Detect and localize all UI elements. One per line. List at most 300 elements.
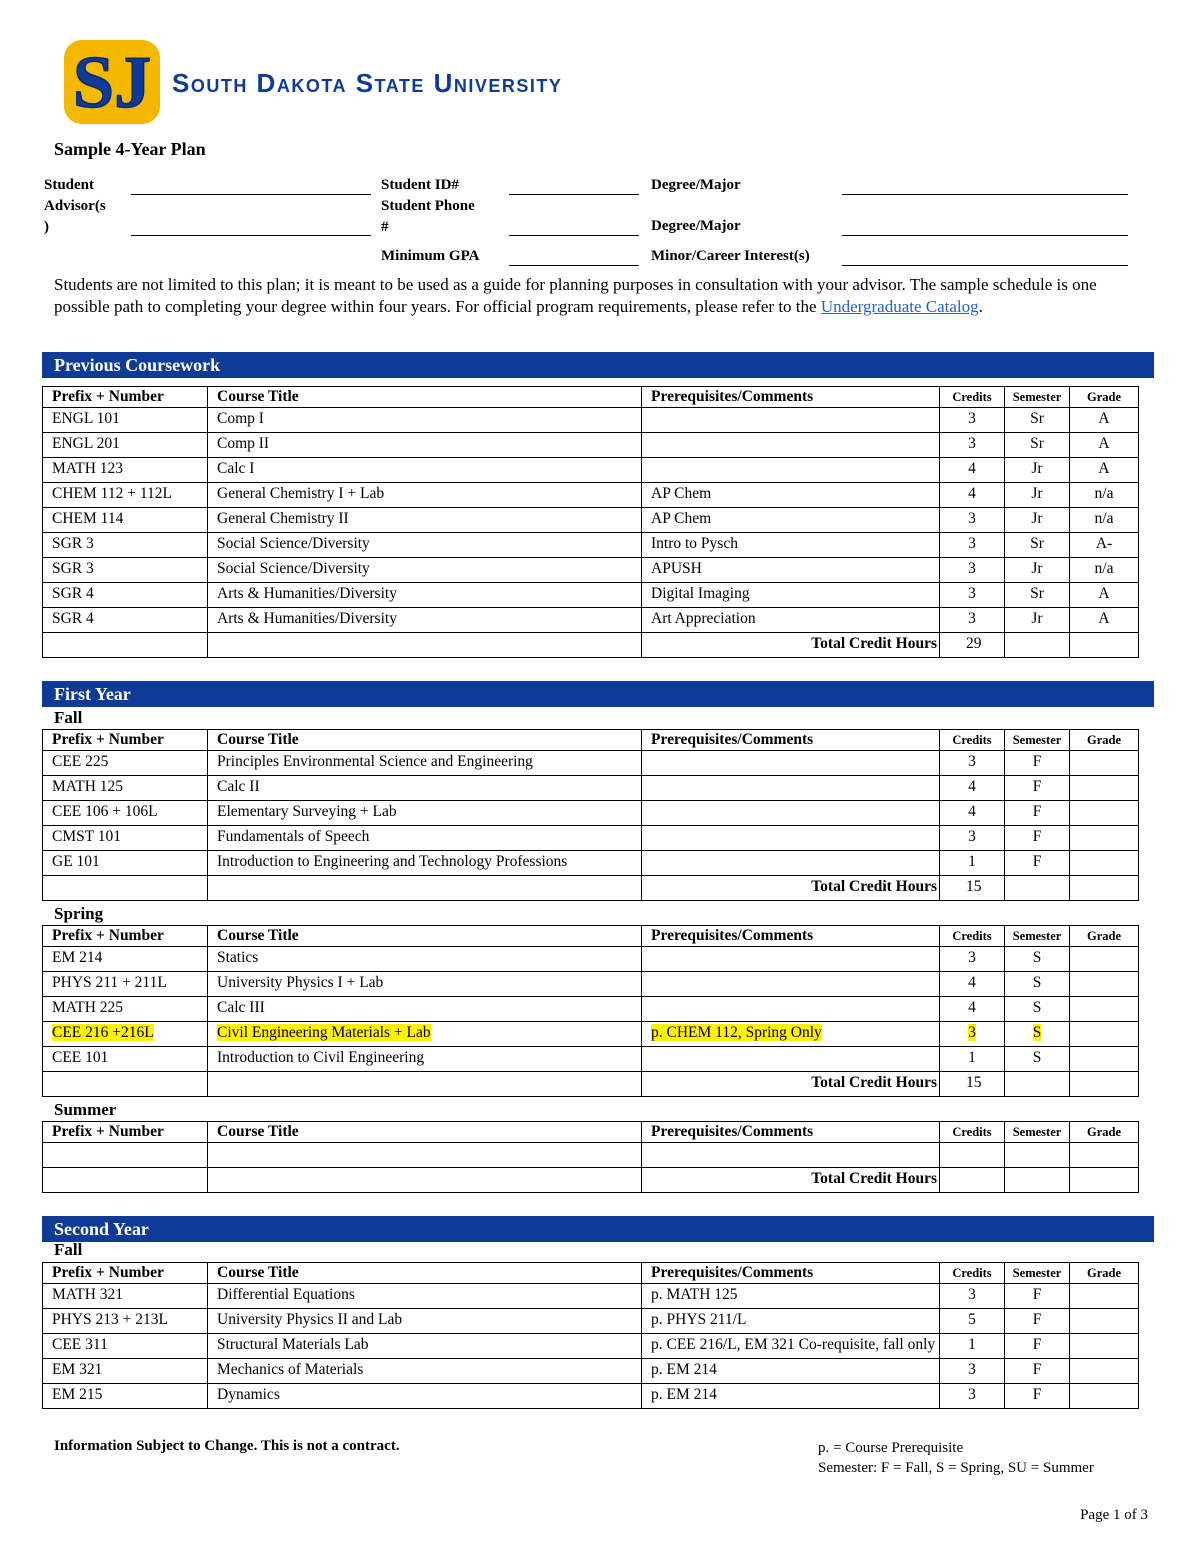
course-grade-text: A <box>1098 585 1110 602</box>
course-credits-text: 3 <box>968 1286 976 1303</box>
table-row <box>43 533 1139 558</box>
student-id-field[interactable] <box>509 194 639 195</box>
col-title-header: Course Title <box>208 1263 642 1284</box>
course-prereq <box>642 1359 940 1384</box>
table-row <box>43 433 1139 458</box>
total-empty-cell <box>43 633 208 658</box>
col-grade-header: Grade <box>1070 1122 1139 1143</box>
course-prereq <box>642 751 940 776</box>
course-credits-text: 3 <box>968 435 976 452</box>
col-title-header: Course Title <box>208 387 642 408</box>
course-semester-text: Jr <box>1031 610 1043 627</box>
course-grade <box>1070 1309 1139 1334</box>
disclaimer-note: Information Subject to Change. This is not a contract. <box>54 1438 400 1454</box>
total-row <box>43 633 1139 658</box>
course-prefix <box>43 583 208 608</box>
course-prefix-text: CHEM 114 <box>52 510 124 527</box>
first-year-fall-label: Fall <box>54 708 83 727</box>
course-grade-text: A <box>1098 410 1110 427</box>
course-prefix-text: CEE 225 <box>52 753 109 770</box>
course-prereq <box>642 851 940 876</box>
course-semester-text: F <box>1032 1361 1042 1378</box>
table-row <box>43 1022 1139 1047</box>
blank-cell <box>642 1143 940 1168</box>
course-semester <box>1005 508 1070 533</box>
course-prefix-text: CEE 216 +216L <box>52 1024 154 1041</box>
course-semester <box>1005 408 1070 433</box>
advisor-field[interactable] <box>131 235 371 236</box>
logo-letters: SJ <box>72 42 152 124</box>
table-row <box>43 508 1139 533</box>
course-prefix-text: CEE 101 <box>52 1049 109 1066</box>
minimum-gpa-label: Minimum GPA <box>381 248 480 264</box>
course-semester-text: S <box>1032 1024 1042 1041</box>
course-credits-text: 4 <box>968 974 976 991</box>
course-grade <box>1070 458 1139 483</box>
total-empty-cell <box>1005 1072 1070 1097</box>
course-credits-text: 3 <box>968 535 976 552</box>
course-prefix-text: CEE 106 + 106L <box>52 803 158 820</box>
course-grade <box>1070 776 1139 801</box>
blank-cell <box>1005 1143 1070 1168</box>
course-grade <box>1070 558 1139 583</box>
table-row <box>43 801 1139 826</box>
course-title <box>208 1309 642 1334</box>
course-title-text: Civil Engineering Materials + Lab <box>217 1024 431 1041</box>
blank-row <box>43 1143 1139 1168</box>
course-title <box>208 483 642 508</box>
course-prefix-text: MATH 123 <box>52 460 124 477</box>
course-credits-text: 5 <box>968 1311 976 1328</box>
student-id-label: Student ID# <box>381 177 459 193</box>
course-semester-text: Jr <box>1031 560 1043 577</box>
course-grade-text: n/a <box>1094 560 1114 577</box>
course-semester-text: S <box>1032 974 1042 991</box>
course-credits-text: 4 <box>968 460 976 477</box>
table-row <box>43 558 1139 583</box>
table-row <box>43 458 1139 483</box>
course-grade-text: n/a <box>1094 510 1114 527</box>
course-semester <box>1005 776 1070 801</box>
course-credits <box>940 1022 1005 1047</box>
table-row <box>43 583 1139 608</box>
course-semester <box>1005 458 1070 483</box>
course-grade <box>1070 1359 1139 1384</box>
minimum-gpa-field[interactable] <box>509 265 639 266</box>
course-semester-text: Sr <box>1030 435 1044 452</box>
course-prereq <box>642 508 940 533</box>
course-prefix <box>43 408 208 433</box>
col-prereq-header: Prerequisites/Comments <box>642 730 940 751</box>
course-prereq-text: p. CEE 216/L, EM 321 Co-requisite, fall only <box>651 1336 936 1353</box>
course-prefix-text: MATH 225 <box>52 999 124 1016</box>
total-value: 15 <box>940 1072 1005 1097</box>
total-row <box>43 1168 1139 1193</box>
undergraduate-catalog-link[interactable]: Undergraduate Catalog <box>820 297 979 316</box>
course-prefix-text: MATH 321 <box>52 1286 124 1303</box>
course-title-text: University Physics I + Lab <box>217 974 384 991</box>
course-semester <box>1005 1022 1070 1047</box>
table-row <box>43 826 1139 851</box>
course-title <box>208 826 642 851</box>
course-semester <box>1005 608 1070 633</box>
course-grade-text: A- <box>1095 535 1113 552</box>
blank-cell <box>43 1143 208 1168</box>
course-semester-text: F <box>1032 803 1042 820</box>
student-phone-field[interactable] <box>509 235 639 236</box>
course-prereq-text: AP Chem <box>651 485 712 502</box>
course-prefix-text: SGR 3 <box>52 535 94 552</box>
course-semester <box>1005 972 1070 997</box>
course-prefix <box>43 947 208 972</box>
course-credits <box>940 583 1005 608</box>
course-prefix-text: EM 215 <box>52 1386 103 1403</box>
col-title-header: Course Title <box>208 926 642 947</box>
total-label: Total Credit Hours <box>642 876 940 901</box>
course-credits-text: 3 <box>968 510 976 527</box>
course-prereq-text: Digital Imaging <box>651 585 750 602</box>
course-credits-text: 3 <box>968 560 976 577</box>
course-prefix <box>43 751 208 776</box>
course-grade <box>1070 1047 1139 1072</box>
course-grade <box>1070 1334 1139 1359</box>
page-number: Page 1 of 3 <box>1080 1507 1148 1523</box>
course-title <box>208 776 642 801</box>
course-prefix-text: PHYS 213 + 213L <box>52 1311 168 1328</box>
course-credits-text: 1 <box>968 1049 976 1066</box>
course-credits <box>940 558 1005 583</box>
table-row <box>43 1309 1139 1334</box>
col-grade-header: Grade <box>1070 387 1139 408</box>
col-prereq-header: Prerequisites/Comments <box>642 1263 940 1284</box>
col-grade-header: Grade <box>1070 926 1139 947</box>
course-prefix <box>43 483 208 508</box>
table-row <box>43 947 1139 972</box>
course-prereq-text: p. EM 214 <box>651 1361 717 1378</box>
total-empty-cell <box>1070 633 1139 658</box>
course-credits <box>940 1359 1005 1384</box>
course-credits <box>940 826 1005 851</box>
advisor-label: Advisor(s <box>44 198 106 214</box>
course-title <box>208 972 642 997</box>
course-prefix <box>43 458 208 483</box>
course-semester <box>1005 533 1070 558</box>
course-semester-text: F <box>1032 753 1042 770</box>
course-prefix-text: CHEM 112 + 112L <box>52 485 172 502</box>
table-row <box>43 1384 1139 1409</box>
course-grade-text: n/a <box>1094 485 1114 502</box>
course-grade <box>1070 751 1139 776</box>
intro-paragraph <box>54 274 1144 318</box>
col-prefix-header: Prefix + Number <box>43 1263 208 1284</box>
course-grade <box>1070 1284 1139 1309</box>
course-grade <box>1070 508 1139 533</box>
total-value <box>940 1168 1005 1193</box>
course-title-text: Arts & Humanities/Diversity <box>217 610 397 627</box>
col-semester-header: Semester <box>1005 387 1070 408</box>
course-semester-text: Sr <box>1030 535 1044 552</box>
table-row <box>43 1359 1139 1384</box>
advisor-label-cont: ) <box>44 219 49 235</box>
course-credits <box>940 1334 1005 1359</box>
course-prereq <box>642 1384 940 1409</box>
table-row <box>43 483 1139 508</box>
course-grade <box>1070 533 1139 558</box>
course-prefix <box>43 776 208 801</box>
total-label: Total Credit Hours <box>642 633 940 658</box>
course-credits <box>940 483 1005 508</box>
blank-cell <box>208 1143 642 1168</box>
col-semester-header: Semester <box>1005 1263 1070 1284</box>
total-empty-cell <box>208 1072 642 1097</box>
course-prereq <box>642 533 940 558</box>
course-credits-text: 3 <box>968 1386 976 1403</box>
course-title <box>208 458 642 483</box>
course-semester-text: F <box>1032 1336 1042 1353</box>
course-prefix-text: SGR 4 <box>52 610 94 627</box>
course-credits <box>940 972 1005 997</box>
course-title-text: Structural Materials Lab <box>217 1336 369 1353</box>
course-grade <box>1070 1022 1139 1047</box>
course-title <box>208 1022 642 1047</box>
course-prefix-text: SGR 4 <box>52 585 94 602</box>
legend-semester: Semester: F = Fall, S = Spring, SU = Summer <box>818 1460 1094 1476</box>
col-title-header: Course Title <box>208 1122 642 1143</box>
total-empty-cell <box>1005 1168 1070 1193</box>
header-row <box>43 1122 1139 1143</box>
course-title-text: General Chemistry I + Lab <box>217 485 385 502</box>
header-row <box>43 1263 1139 1284</box>
course-credits <box>940 1309 1005 1334</box>
course-prefix <box>43 1047 208 1072</box>
course-prefix-text: MATH 125 <box>52 778 124 795</box>
course-title <box>208 851 642 876</box>
degree-major-field[interactable] <box>842 194 1128 195</box>
course-semester-text: F <box>1032 853 1042 870</box>
course-title <box>208 1047 642 1072</box>
course-semester <box>1005 851 1070 876</box>
total-value: 15 <box>940 876 1005 901</box>
table-row <box>43 751 1139 776</box>
course-title-text: Comp II <box>217 435 270 452</box>
col-credits-header: Credits <box>940 926 1005 947</box>
student-label: Student <box>44 177 95 193</box>
course-semester-text: F <box>1032 828 1042 845</box>
degree-major-2-field[interactable] <box>842 235 1128 236</box>
course-prereq-text: p. PHYS 211/L <box>651 1311 747 1328</box>
course-prereq <box>642 1284 940 1309</box>
course-grade <box>1070 433 1139 458</box>
course-prefix <box>43 558 208 583</box>
first-year-heading: First Year <box>42 681 1154 707</box>
total-row <box>43 876 1139 901</box>
course-prefix <box>43 801 208 826</box>
course-title-text: Principles Environmental Science and Engineering <box>217 753 533 770</box>
course-title-text: Dynamics <box>217 1386 280 1403</box>
course-credits <box>940 533 1005 558</box>
course-credits-text: 3 <box>968 610 976 627</box>
course-title-text: Statics <box>217 949 259 966</box>
course-title-text: Mechanics of Materials <box>217 1361 364 1378</box>
course-grade <box>1070 1384 1139 1409</box>
col-grade-header: Grade <box>1070 1263 1139 1284</box>
course-title <box>208 751 642 776</box>
total-value: 29 <box>940 633 1005 658</box>
course-credits-text: 3 <box>968 1024 976 1041</box>
course-prefix <box>43 433 208 458</box>
course-semester-text: F <box>1032 778 1042 795</box>
course-grade <box>1070 583 1139 608</box>
total-empty-cell <box>1070 1168 1139 1193</box>
student-phone-label-cont: # <box>381 219 389 235</box>
total-empty-cell <box>1005 876 1070 901</box>
total-label: Total Credit Hours <box>642 1168 940 1193</box>
course-credits-text: 3 <box>968 1361 976 1378</box>
course-semester <box>1005 558 1070 583</box>
course-grade-text: A <box>1098 610 1110 627</box>
first-year-summer-table <box>42 1121 1139 1193</box>
course-title-text: Arts & Humanities/Diversity <box>217 585 397 602</box>
col-credits-header: Credits <box>940 1122 1005 1143</box>
course-credits-text: 3 <box>968 410 976 427</box>
course-prefix-text: CMST 101 <box>52 828 122 845</box>
course-title-text: Introduction to Civil Engineering <box>217 1049 425 1066</box>
course-semester-text: F <box>1032 1311 1042 1328</box>
course-grade <box>1070 851 1139 876</box>
course-credits <box>940 408 1005 433</box>
course-title <box>208 997 642 1022</box>
university-name: South Dakota State University <box>172 68 563 98</box>
course-semester-text: S <box>1032 1049 1042 1066</box>
first-year-spring-table <box>42 925 1139 1097</box>
degree-major-2-label: Degree/Major <box>651 218 741 234</box>
course-semester <box>1005 1309 1070 1334</box>
table-row <box>43 408 1139 433</box>
total-empty-cell <box>43 876 208 901</box>
course-grade <box>1070 608 1139 633</box>
course-semester <box>1005 1359 1070 1384</box>
course-title <box>208 1384 642 1409</box>
course-semester <box>1005 751 1070 776</box>
table-row <box>43 776 1139 801</box>
course-credits <box>940 947 1005 972</box>
course-prereq-text: p. CHEM 112, Spring Only <box>651 1024 822 1041</box>
course-semester <box>1005 1334 1070 1359</box>
course-prereq <box>642 1309 940 1334</box>
legend <box>818 1438 1094 1478</box>
table-row <box>43 851 1139 876</box>
course-prefix-text: PHYS 211 + 211L <box>52 974 167 991</box>
course-credits <box>940 1384 1005 1409</box>
course-credits <box>940 1047 1005 1072</box>
course-semester-text: F <box>1032 1286 1042 1303</box>
course-credits <box>940 458 1005 483</box>
course-credits <box>940 997 1005 1022</box>
course-semester <box>1005 583 1070 608</box>
course-prereq-text: p. EM 214 <box>651 1386 717 1403</box>
col-prereq-header: Prerequisites/Comments <box>642 1122 940 1143</box>
course-title <box>208 1334 642 1359</box>
course-semester-text: S <box>1032 999 1042 1016</box>
course-prereq <box>642 801 940 826</box>
course-title-text: Differential Equations <box>217 1286 355 1303</box>
course-credits-text: 3 <box>968 828 976 845</box>
course-credits-text: 4 <box>968 803 976 820</box>
col-credits-header: Credits <box>940 730 1005 751</box>
course-credits-text: 3 <box>968 585 976 602</box>
table-row <box>43 608 1139 633</box>
course-grade <box>1070 408 1139 433</box>
course-prefix <box>43 1334 208 1359</box>
course-credits-text: 3 <box>968 753 976 770</box>
course-prefix-text: SGR 3 <box>52 560 94 577</box>
course-title <box>208 508 642 533</box>
course-prereq-text: Intro to Pysch <box>651 535 738 552</box>
course-prefix <box>43 508 208 533</box>
course-prefix <box>43 1309 208 1334</box>
course-credits <box>940 508 1005 533</box>
course-title-text: University Physics II and Lab <box>217 1311 403 1328</box>
course-prereq <box>642 1334 940 1359</box>
minor-career-field[interactable] <box>842 265 1128 266</box>
course-prereq <box>642 583 940 608</box>
course-semester <box>1005 433 1070 458</box>
course-grade <box>1070 801 1139 826</box>
table-row <box>43 997 1139 1022</box>
course-grade <box>1070 947 1139 972</box>
course-credits-text: 4 <box>968 999 976 1016</box>
course-prereq <box>642 608 940 633</box>
course-title-text: Elementary Surveying + Lab <box>217 803 397 820</box>
course-prefix <box>43 608 208 633</box>
course-prefix-text: ENGL 201 <box>52 435 120 452</box>
course-semester <box>1005 1047 1070 1072</box>
course-prereq <box>642 458 940 483</box>
col-semester-header: Semester <box>1005 730 1070 751</box>
minor-career-label: Minor/Career Interest(s) <box>651 248 810 264</box>
course-credits <box>940 801 1005 826</box>
course-title-text: Comp I <box>217 410 264 427</box>
course-credits <box>940 608 1005 633</box>
previous-coursework-table <box>42 386 1139 658</box>
course-semester-text: Jr <box>1031 460 1043 477</box>
course-semester-text: Jr <box>1031 485 1043 502</box>
course-credits <box>940 851 1005 876</box>
course-semester <box>1005 997 1070 1022</box>
course-prereq-text: p. MATH 125 <box>651 1286 738 1303</box>
course-credits-text: 1 <box>968 853 976 870</box>
course-prereq-text: AP Chem <box>651 510 712 527</box>
course-prereq <box>642 558 940 583</box>
col-credits-header: Credits <box>940 1263 1005 1284</box>
course-prereq-text: Art Appreciation <box>651 610 756 627</box>
course-semester-text: Sr <box>1030 410 1044 427</box>
course-title-text: Social Science/Diversity <box>217 535 370 552</box>
total-label: Total Credit Hours <box>642 1072 940 1097</box>
first-year-summer-label: Summer <box>54 1100 117 1119</box>
student-field[interactable] <box>131 194 371 195</box>
col-title-header: Course Title <box>208 730 642 751</box>
course-prefix-text: EM 321 <box>52 1361 103 1378</box>
course-grade <box>1070 972 1139 997</box>
col-prefix-header: Prefix + Number <box>43 1122 208 1143</box>
course-prereq <box>642 972 940 997</box>
course-title-text: Calc III <box>217 999 265 1016</box>
col-prefix-header: Prefix + Number <box>43 387 208 408</box>
course-semester <box>1005 826 1070 851</box>
table-row <box>43 972 1139 997</box>
course-prereq <box>642 433 940 458</box>
